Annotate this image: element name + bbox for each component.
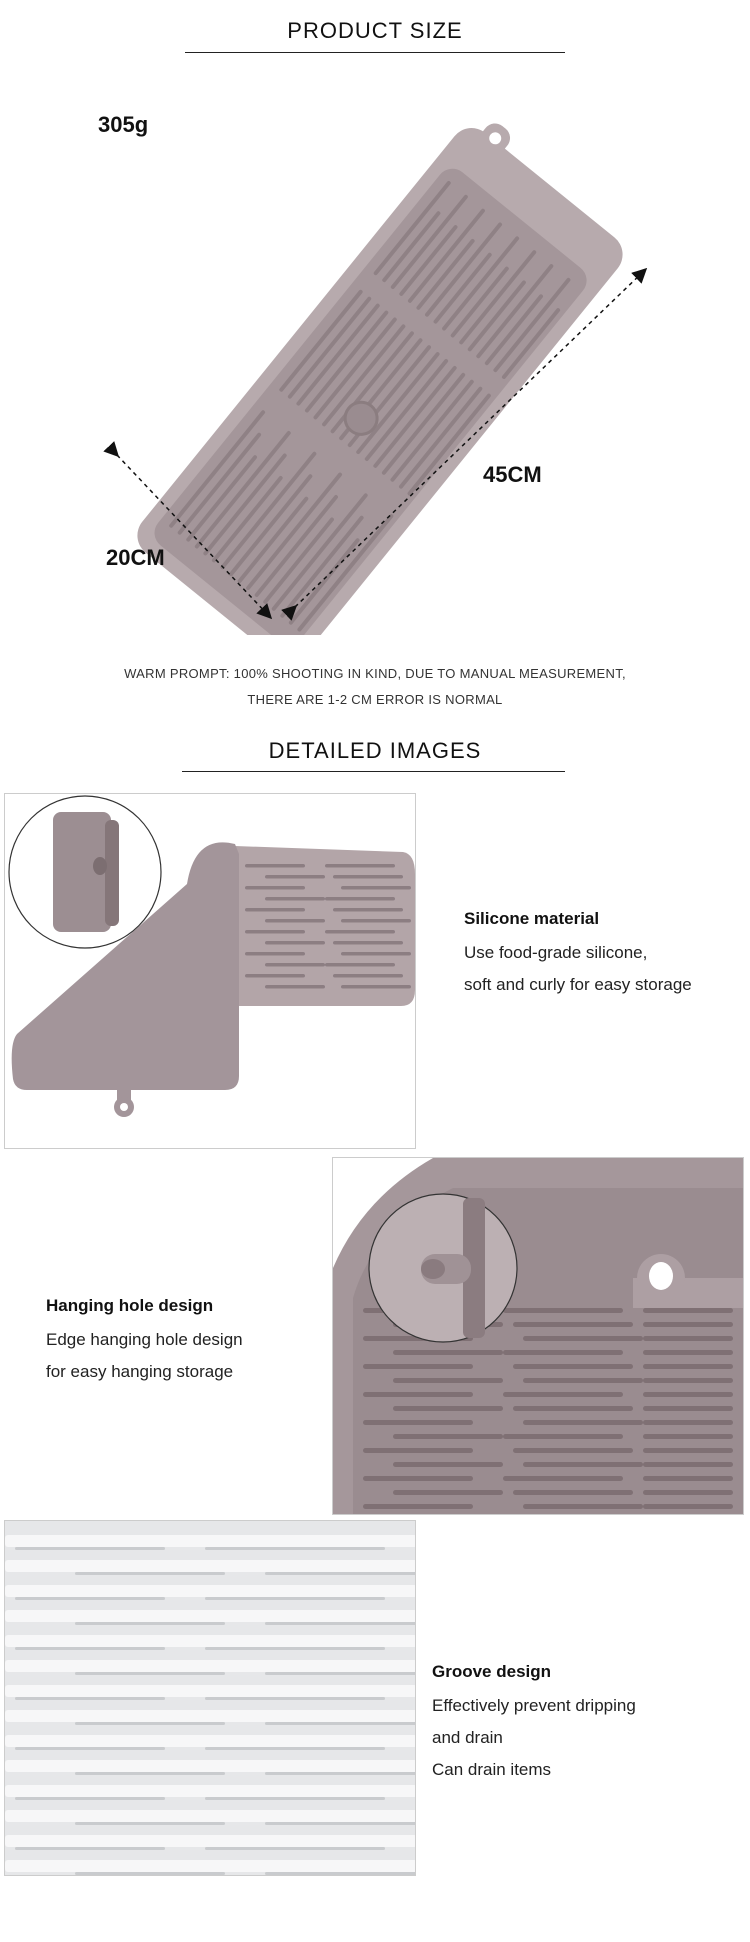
title-underline (185, 52, 565, 53)
silicone-material-image (4, 793, 416, 1149)
hanging-hole-image (332, 1157, 744, 1515)
title-underline-2 (182, 771, 565, 772)
feature-line: Effectively prevent dripping (432, 1696, 636, 1715)
groove-design-image (4, 1520, 416, 1876)
feature-hanging-hole (46, 1296, 243, 1388)
weight-label: 305g (98, 112, 149, 137)
feature-line: Use food-grade silicone, (464, 943, 648, 962)
feature-line: for easy hanging storage (46, 1362, 234, 1381)
warning-line-1: WARM PROMPT: 100% SHOOTING IN KIND, DUE TO MANUAL MEASUREMENT, (124, 666, 626, 681)
length-label: 45CM (483, 462, 542, 487)
feature-title: Silicone material (464, 909, 600, 928)
mat-size-illustration (90, 95, 670, 635)
detailed-images-title: DETAILED IMAGES (268, 738, 482, 763)
product-size-title: PRODUCT SIZE (287, 18, 463, 43)
feature-silicone (464, 909, 692, 1001)
width-label: 20CM (106, 545, 165, 570)
warning-line-2: THERE ARE 1-2 CM ERROR IS NORMAL (247, 692, 503, 707)
feature-line: soft and curly for easy storage (464, 975, 692, 994)
feature-title: Groove design (432, 1662, 552, 1681)
feature-line: Can drain items (432, 1760, 552, 1779)
feature-line: Edge hanging hole design (46, 1330, 243, 1349)
feature-title: Hanging hole design (46, 1296, 214, 1315)
feature-line: and drain (432, 1728, 503, 1747)
feature-groove (432, 1662, 636, 1786)
